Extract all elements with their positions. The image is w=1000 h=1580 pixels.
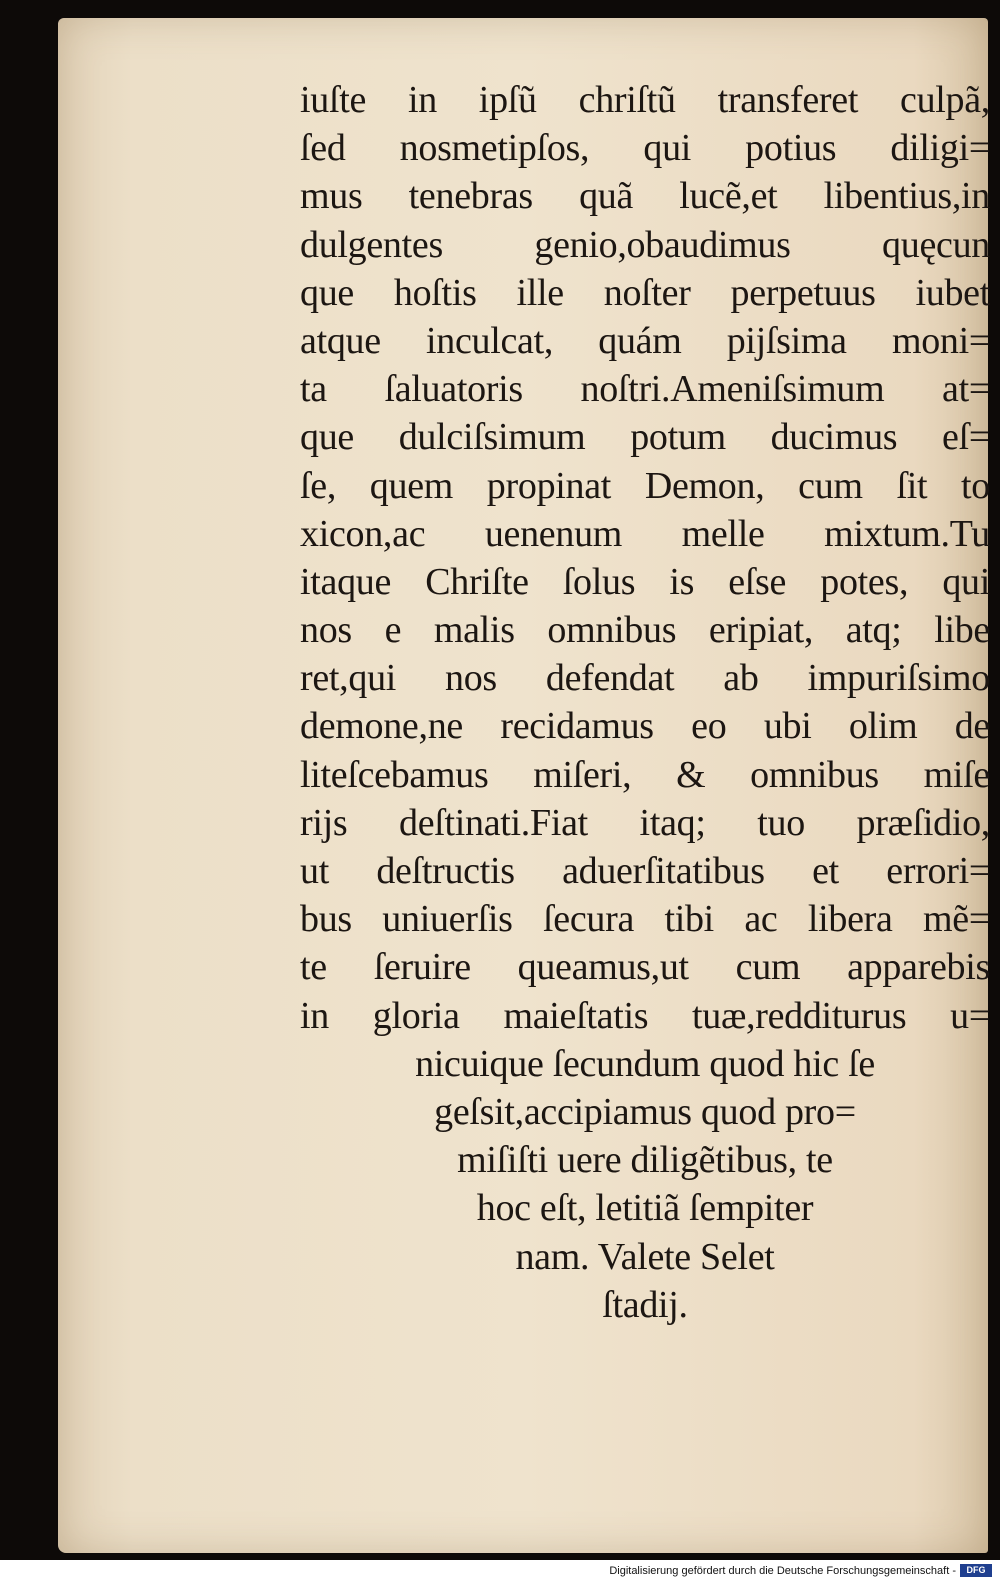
dfg-logo: DFG bbox=[960, 1564, 992, 1577]
digitization-credit: Digitalisierung gefördert durch die Deutsche Forschungsgemeinschaft - bbox=[609, 1565, 956, 1577]
text-line: mus tenebras quã lucẽ,et libentius,in bbox=[300, 175, 990, 218]
text-line: nos e malis omnibus eripiat, atq; libe bbox=[300, 609, 990, 652]
text-line: miſiſti uere diligẽtibus, te bbox=[457, 1139, 833, 1182]
text-line: ſe, quem propinat Demon, cum ſit to bbox=[300, 464, 990, 507]
text-line: ſtadij. bbox=[602, 1283, 688, 1326]
text-line: in gloria maieſtatis tuæ,redditurus u= bbox=[300, 994, 990, 1037]
text-line: ta ſaluatoris noſtri.Ameniſsimum at= bbox=[300, 368, 990, 411]
text-line: que hoſtis ille noſter perpetuus iubet bbox=[300, 271, 990, 314]
text-line: itaque Chriſte ſolus is eſse potes, qui bbox=[300, 560, 990, 603]
text-line: xicon,ac uenenum melle mixtum.Tu bbox=[300, 512, 990, 555]
text-line: iuſte in ipſũ chriſtũ transferet culpã, bbox=[300, 79, 990, 121]
book-page bbox=[58, 18, 988, 1553]
text-line: ret,qui nos defendat ab impuriſsimo bbox=[300, 657, 990, 700]
text-line: que dulciſsimum potum ducimus eſ= bbox=[300, 416, 990, 459]
text-line: demone,ne recidamus eo ubi olim de bbox=[300, 705, 990, 748]
text-line: rijs deſtinati.Fiat itaq; tuo præſidio, bbox=[300, 801, 990, 844]
text-line: ſed nosmetipſos, qui potius diligi= bbox=[300, 127, 990, 170]
text-line: nam. Valete Selet bbox=[515, 1235, 775, 1278]
text-line: liteſcebamus miſeri, & omnibus miſe bbox=[300, 753, 990, 796]
text-line: bus uniuerſis ſecura tibi ac libera mẽ= bbox=[300, 898, 990, 941]
text-line: hoc eſt, letitiã ſempiter bbox=[476, 1187, 814, 1230]
footer-bar bbox=[0, 1560, 1000, 1580]
printed-text-block bbox=[300, 76, 990, 1329]
text-line: te ſeruire queamus,ut cum apparebis bbox=[300, 946, 990, 989]
text-line: geſsit,accipiamus quod pro= bbox=[434, 1090, 856, 1133]
text-line: dulgentes genio,obaudimus quęcun bbox=[300, 223, 990, 266]
text-line: atque inculcat, quám pijſsima moni= bbox=[300, 319, 990, 362]
text-line: nicuique ſecundum quod hic ſe bbox=[415, 1042, 875, 1085]
text-line: ut deſtructis aduerſitatibus et errori= bbox=[300, 850, 990, 892]
